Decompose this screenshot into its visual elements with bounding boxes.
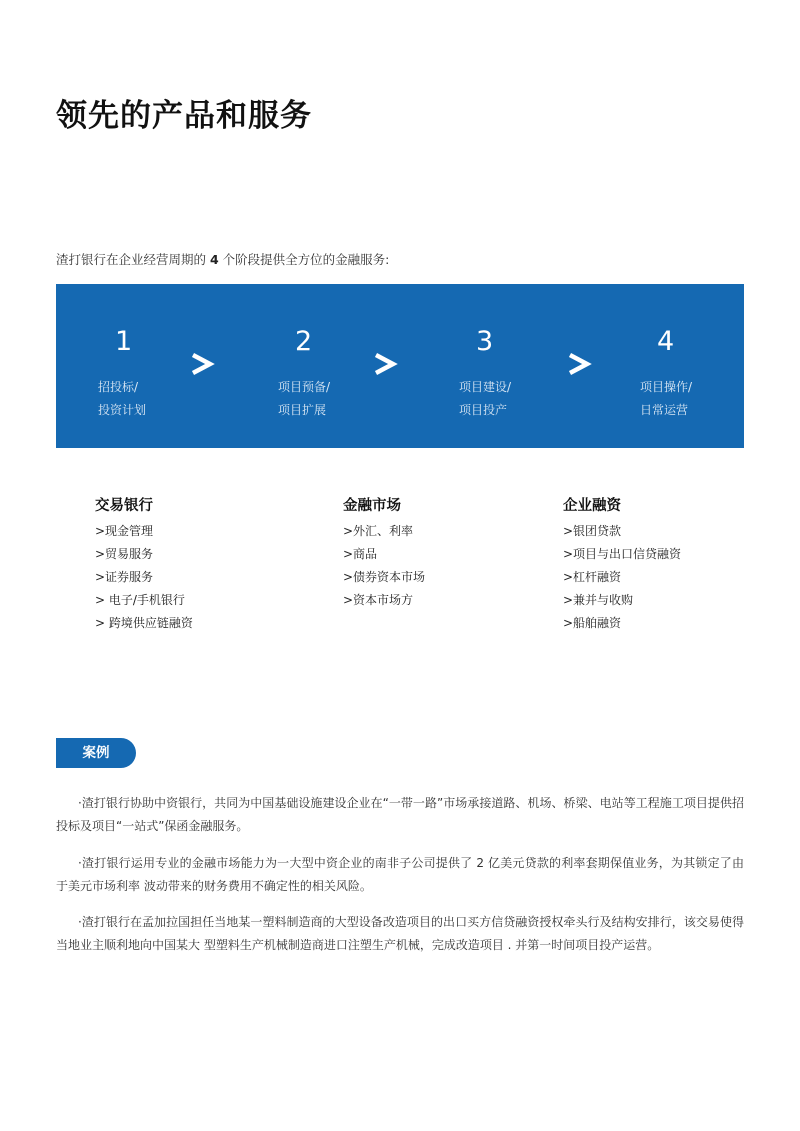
intro-number: 4 bbox=[209, 252, 219, 267]
stage-label-line1: 招投标/ bbox=[98, 380, 139, 394]
case-section-tag: 案例 bbox=[56, 738, 136, 768]
case-paragraph-2: ·渣打银行运用专业的金融市场能力为一大型中资企业的南非子公司提供了 2 亿美元贷款的利率套期保值业务，为其锁定了由于美元市场利率 波动带来的财务费用不确定性的相关风险。 bbox=[56, 856, 744, 893]
list-item: >项目与出口信贷融资 bbox=[563, 547, 682, 561]
stage-label-line2: 项目投产 bbox=[459, 403, 508, 417]
column-financial-markets bbox=[343, 494, 425, 612]
service-list bbox=[343, 520, 425, 612]
list-item: >兼并与收购 bbox=[563, 593, 634, 607]
column-corporate-finance bbox=[563, 494, 681, 635]
stage-label-line1: 项目建设/ bbox=[459, 380, 512, 394]
list-item: >现金管理 bbox=[95, 524, 154, 538]
lifecycle-band bbox=[56, 284, 744, 448]
list-item: >商品 bbox=[343, 547, 378, 561]
list-item: >外汇、利率 bbox=[343, 524, 414, 538]
list-item: > 跨境供应链融资 bbox=[95, 616, 193, 630]
stage-number: 4 bbox=[657, 326, 675, 357]
list-item: >证券服务 bbox=[95, 570, 154, 584]
chevron-right-icon bbox=[371, 350, 399, 378]
list-item: >贸易服务 bbox=[95, 547, 154, 561]
list-item: >银团贷款 bbox=[563, 524, 622, 538]
list-item: >资本市场方 bbox=[343, 593, 414, 607]
intro-text bbox=[56, 250, 389, 268]
case-paragraph-3: ·渣打银行在孟加拉国担任当地某一塑料制造商的大型设备改造项目的出口买方信贷融资授权牵头行及结构安排行，该交易使得当地业主顺利地向中国某大 型塑料生产机械制造商进口注塑生产机械，完成改造项目 . 并第一时间项目投产运营。 bbox=[56, 915, 744, 952]
list-item: >船舶融资 bbox=[563, 616, 622, 630]
list-item: > 电子/手机银行 bbox=[95, 593, 185, 607]
stage-label-line2: 日常运营 bbox=[640, 403, 689, 417]
stage-number: 1 bbox=[115, 326, 133, 357]
page-title: 领先的产品和服务 bbox=[56, 98, 312, 134]
column-transaction-banking bbox=[95, 494, 193, 635]
case-paragraph-1: ·渣打银行协助中资银行，共同为中国基础设施建设企业在“一带一路”市场承接道路、机场、桥梁、电站等工程施工项目提供招投标及项目“一站式”保函金融服务。 bbox=[56, 796, 744, 833]
stage-number: 2 bbox=[295, 326, 313, 357]
stage-label-line2: 投资计划 bbox=[98, 403, 147, 417]
list-item: >债券资本市场 bbox=[343, 570, 426, 584]
intro-before: 渣打银行在企业经营周期的 bbox=[56, 252, 210, 267]
stage-number: 3 bbox=[476, 326, 494, 357]
column-title: 金融市场 bbox=[343, 498, 401, 514]
chevron-right-icon bbox=[565, 350, 593, 378]
chevron-right-icon bbox=[188, 350, 216, 378]
intro-after: 个阶段提供全方位的金融服务: bbox=[218, 252, 390, 267]
column-title: 交易银行 bbox=[95, 498, 153, 514]
stage-label-line1: 项目操作/ bbox=[640, 380, 693, 394]
service-list bbox=[95, 520, 193, 635]
column-title: 企业融资 bbox=[563, 498, 621, 514]
list-item: >杠杆融资 bbox=[563, 570, 622, 584]
service-list bbox=[563, 520, 681, 635]
stage-label-line2: 项目扩展 bbox=[278, 403, 327, 417]
stage-label-line1: 项目预备/ bbox=[278, 380, 331, 394]
